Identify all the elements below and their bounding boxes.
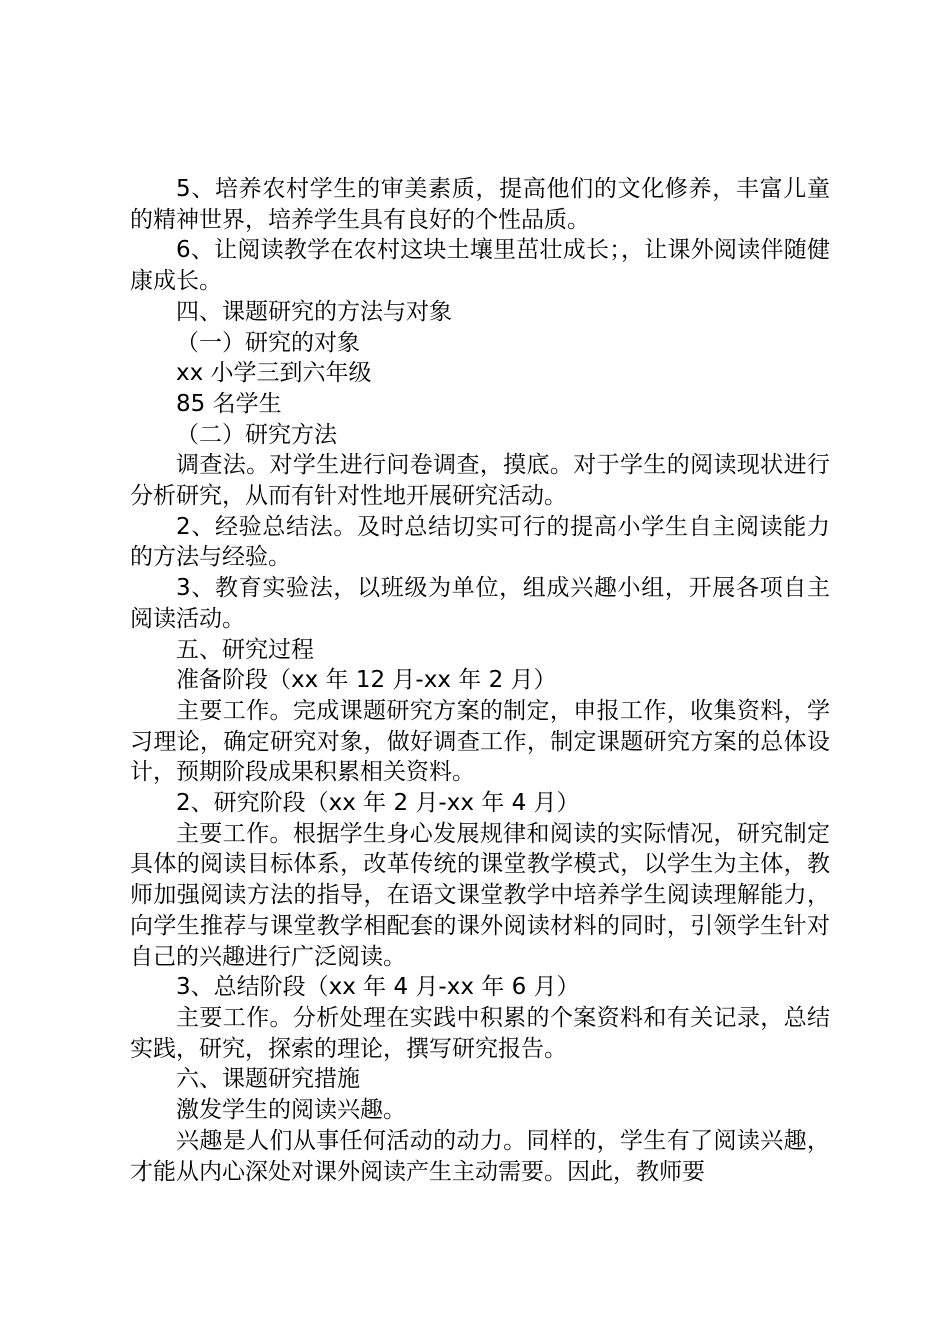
- paragraph: 2、经验总结法。及时总结切实可行的提高小学生自主阅读能力的方法与经验。: [130, 513, 830, 571]
- section-heading: 四、课题研究的方法与对象: [176, 298, 452, 325]
- document-body: [130, 174, 830, 1187]
- paragraph: xx 小学三到六年级: [176, 360, 372, 387]
- stage-heading: 准备阶段（xx 年 12 月-xx 年 2 月）: [176, 667, 557, 694]
- paragraph: 调查法。对学生进行问卷调查，摸底。对于学生的阅读现状进行分析研究，从而有针对性地开展研究活动。: [130, 452, 830, 510]
- section-heading: 五、研究过程: [176, 636, 314, 663]
- paragraph: 主要工作。完成课题研究方案的制定，申报工作，收集资料，学习理论，确定研究对象，做好调查工作，制定课题研究方案的总体设计，预期阶段成果积累相关资料。: [130, 697, 830, 786]
- subsection-heading: （一）研究的对象: [176, 329, 360, 356]
- stage-heading: 2、研究阶段（xx 年 2 月-xx 年 4 月）: [176, 790, 580, 817]
- paragraph: 兴趣是人们从事任何活动的动力。同样的，学生有了阅读兴趣，才能从内心深处对课外阅读产生主动需要。因此，教师要: [130, 1127, 830, 1185]
- paragraph: 激发学生的阅读兴趣。: [176, 1097, 406, 1124]
- section-heading: 六、课题研究措施: [176, 1066, 360, 1093]
- paragraph: 6、让阅读教学在农村这块土壤里茁壮成长；，让课外阅读伴随健康成长。: [130, 237, 830, 295]
- paragraph: 主要工作。根据学生身心发展规律和阅读的实际情况，研究制定具体的阅读目标体系，改革传统的课堂教学模式，以学生为主体，教师加强阅读方法的指导，在语文课堂教学中培养学生阅读理解能力，向学生推荐与课堂教学相配套的课外阅读材料的同时，引领学生针对自己的兴趣进行广泛阅读。: [130, 820, 830, 970]
- paragraph: 85 名学生: [176, 390, 282, 417]
- subsection-heading: （二）研究方法: [176, 421, 337, 448]
- paragraph: 5、培养农村学生的审美素质，提高他们的文化修养，丰富儿童的精神世界，培养学生具有良好的个性品质。: [130, 176, 830, 233]
- paragraph: 3、教育实验法，以班级为单位，组成兴趣小组，开展各项自主阅读活动。: [130, 575, 830, 632]
- paragraph: 主要工作。分析处理在实践中积累的个案资料和有关记录，总结实践，研究，探索的理论，撰写研究报告。: [130, 1004, 830, 1062]
- stage-heading: 3、总结阶段（xx 年 4 月-xx 年 6 月）: [176, 974, 580, 1001]
